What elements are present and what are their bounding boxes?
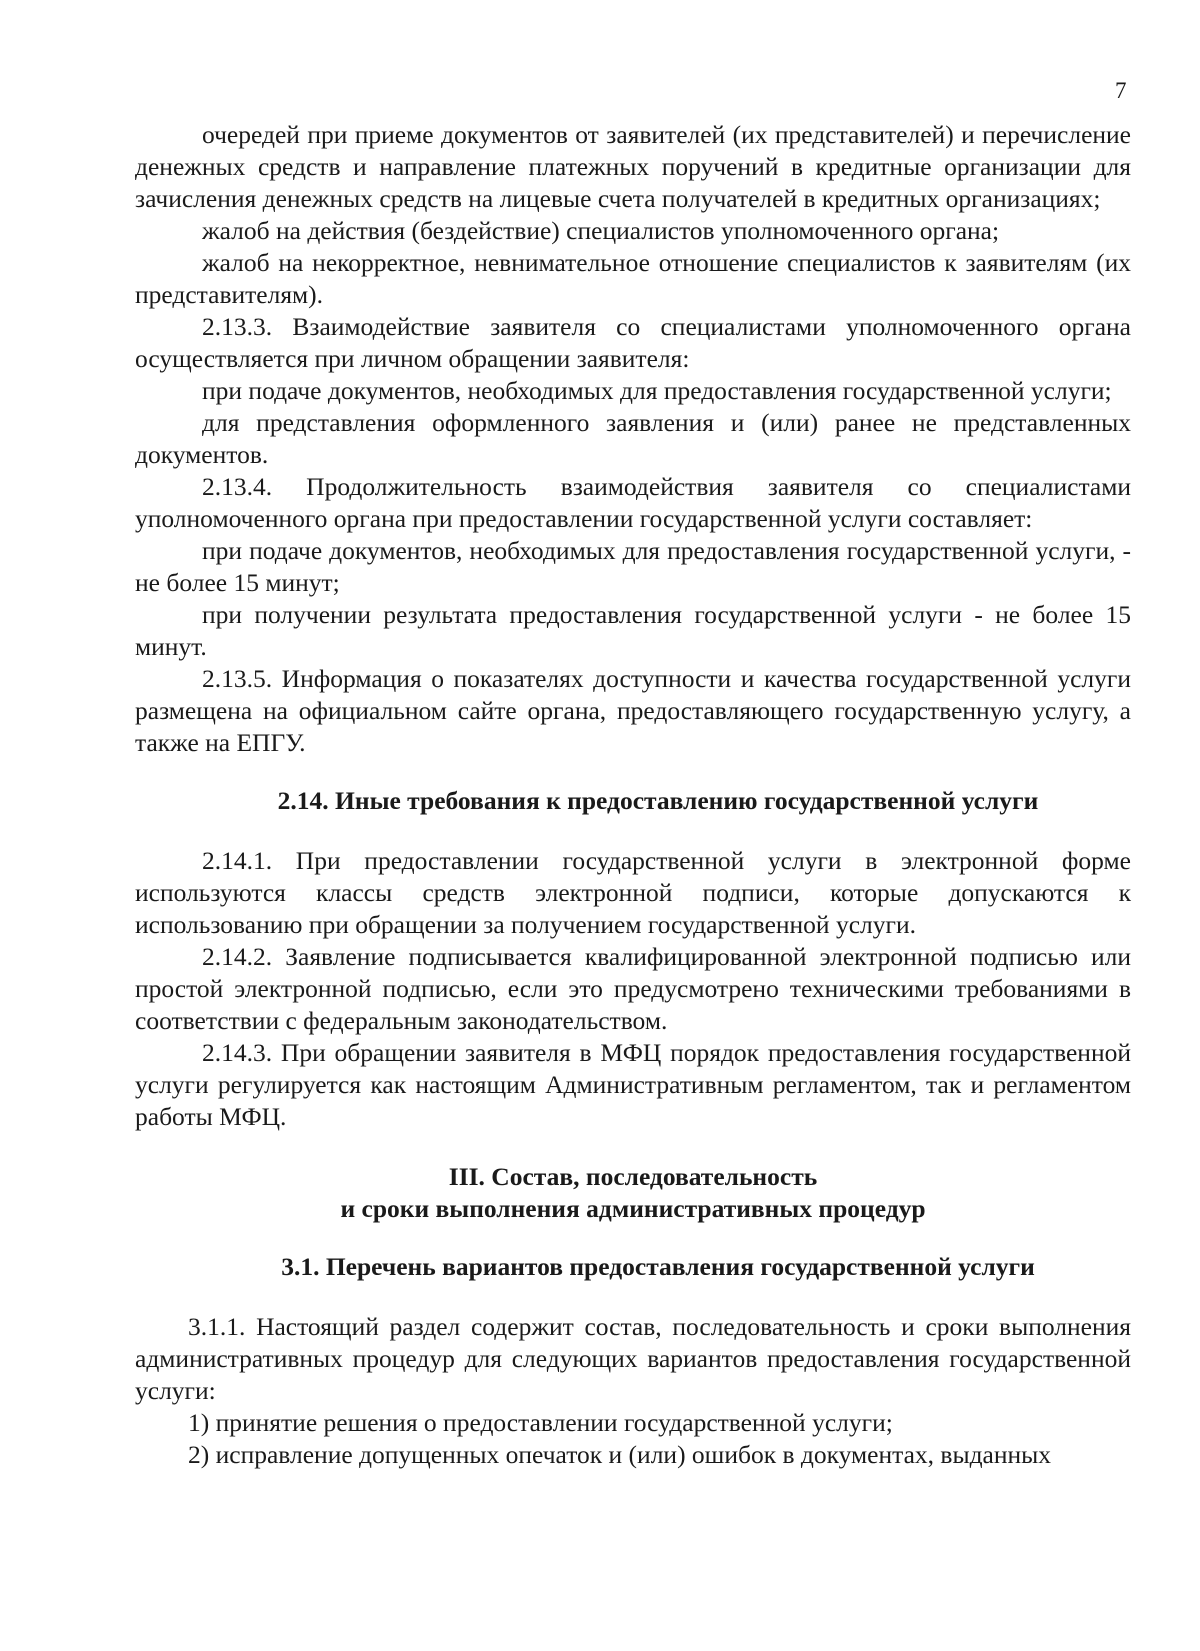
chapter-heading-line-1: III. Состав, последовательность bbox=[448, 1162, 818, 1191]
paragraph: при подаче документов, необходимых для предоставления государственной услуги, - не более 15 минут; bbox=[135, 536, 1131, 597]
list-item: 2) исправление допущенных опечаток и (или) ошибок в документах, выданных bbox=[188, 1440, 1052, 1469]
paragraph: 3.1.1. Настоящий раздел содержит состав, последовательность и сроки выполнения административных процедур для следующих вариантов предоставления государственной услуги: bbox=[135, 1312, 1131, 1405]
paragraph: 2.14.3. При обращении заявителя в МФЦ порядок предоставления государственной услуги регулируется как настоящим Административным регламентом, так и регламентом работы МФЦ. bbox=[135, 1038, 1131, 1131]
paragraph: очередей при приеме документов от заявителей (их представителей) и перечисление денежных средств и направление платежных поручений в кредитные организации для зачисления денежных средств на лицевые счета получателей в кредитных организациях; bbox=[135, 120, 1131, 213]
paragraph: жалоб на некорректное, невнимательное отношение специалистов к заявителям (их представителям). bbox=[135, 248, 1131, 309]
paragraph: 2.14.1. При предоставлении государственной услуги в электронной форме используются классы средств электронной подписи, которые допускаются к использованию при обращении за получением государственной услуги. bbox=[135, 846, 1131, 939]
chapter-heading-line-2: и сроки выполнения административных процедур bbox=[340, 1194, 926, 1223]
paragraph: жалоб на действия (бездействие) специалистов уполномоченного органа; bbox=[202, 216, 1000, 245]
list-item: 1) принятие решения о предоставлении государственной услуги; bbox=[188, 1408, 893, 1437]
paragraph: для представления оформленного заявления и (или) ранее не представленных документов. bbox=[135, 408, 1131, 469]
paragraph: 2.13.4. Продолжительность взаимодействия заявителя со специалистами уполномоченного органа при предоставлении государственной услуги составляет: bbox=[135, 472, 1131, 533]
paragraph: 2.13.5. Информация о показателях доступности и качества государственной услуги размещена на официальном сайте органа, предоставляющего государственную услугу, а также на ЕПГУ. bbox=[135, 664, 1131, 757]
paragraph: 2.13.3. Взаимодействие заявителя со специалистами уполномоченного органа осуществляется при личном обращении заявителя: bbox=[135, 312, 1131, 373]
paragraph: при получении результата предоставления государственной услуги - не более 15 минут. bbox=[135, 600, 1131, 661]
section-heading-2-14: 2.14. Иные требования к предоставлению государственной услуги bbox=[277, 786, 1039, 815]
document-body bbox=[135, 119, 1131, 1471]
paragraph: при подаче документов, необходимых для предоставления государственной услуги; bbox=[202, 376, 1112, 405]
section-heading-3-1: 3.1. Перечень вариантов предоставления государственной услуги bbox=[281, 1252, 1035, 1281]
page-number: 7 bbox=[1115, 78, 1127, 103]
paragraph: 2.14.2. Заявление подписывается квалифицированной электронной подписью или простой электронной подписью, если это предусмотрено техническими требованиями в соответствии с федеральным законодательством. bbox=[135, 942, 1131, 1035]
